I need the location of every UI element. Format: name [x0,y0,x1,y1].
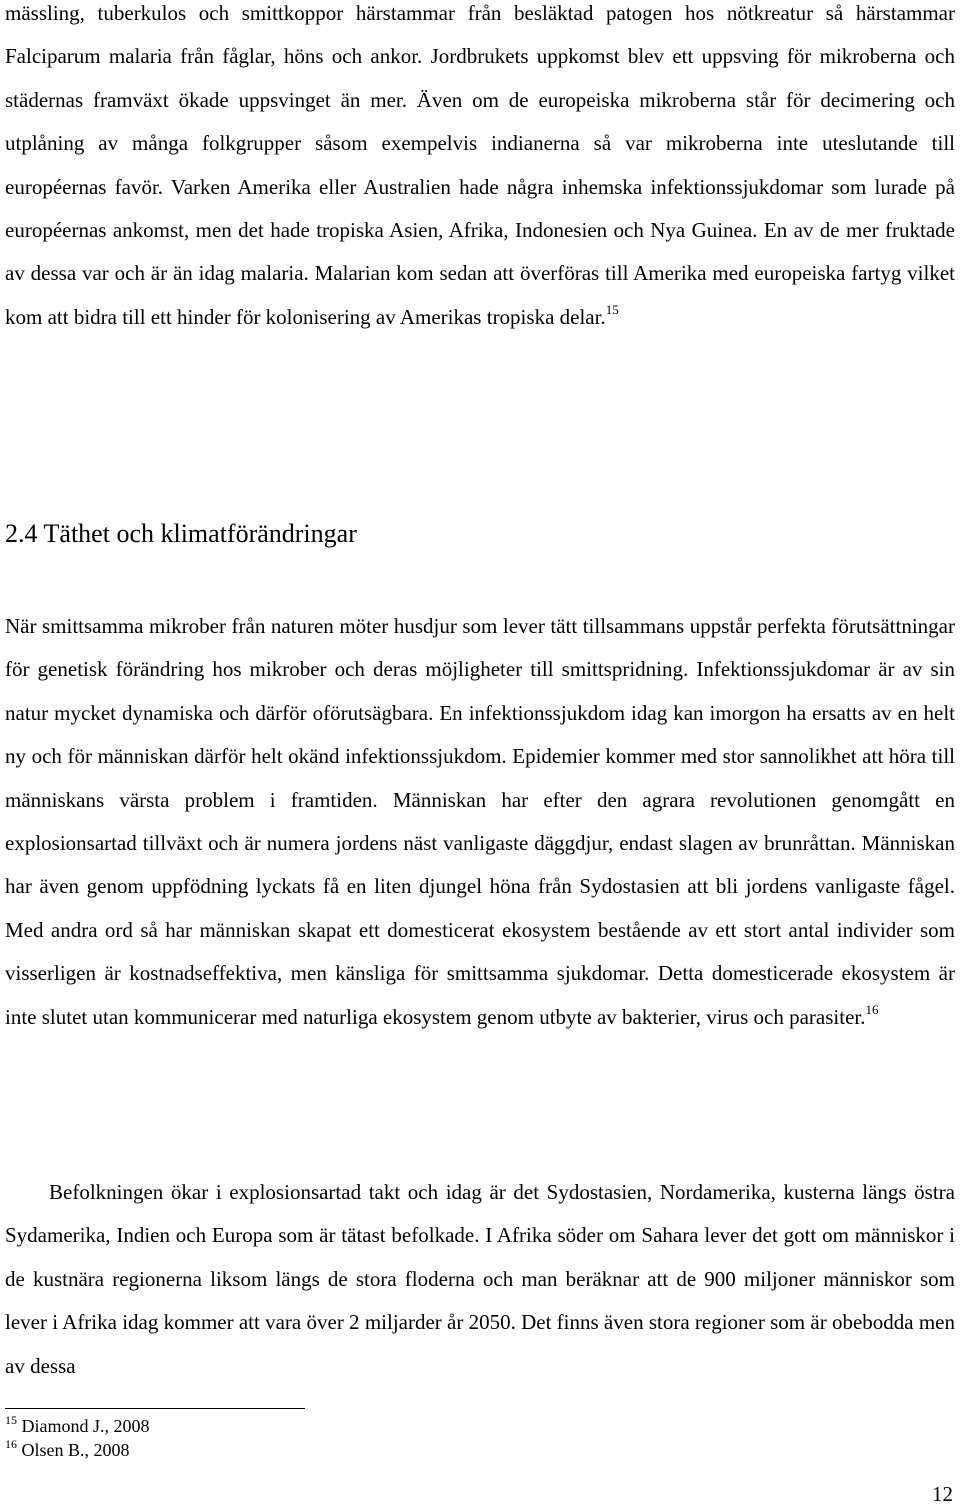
paragraph-text: mässling, tuberkulos och smittkoppor härstammar från besläktad patogen hos nötkreatur så härstammar Falciparum malaria från fåglar, höns och ankor. Jordbrukets uppkomst blev ett uppsving för mikroberna och städernas framväxt ökade uppsvinget än mer. Även om de europeiska mikroberna står för decimering och utplåning av många folkgrupper såsom exempelvis indianerna så var mikroberna inte uteslutande till européernas favör. Varken Amerika eller Australien hade några inhemska infektionssjukdomar som lurade på européernas ankomst, men det hade tropiska Asien, Afrika, Indonesien och Nya Guinea. En av de mer fruktade av dessa var och är än idag malaria. Malarian kom sedan att överföras till Amerika med europeiska fartyg vilket kom att bidra till ett hinder för kolonisering av Amerikas tropiska delar. [5,1,955,329]
paragraph-text: Befolkningen ökar i explosionsartad takt och idag är det Sydostasien, Nordamerika, kusterna längs östra Sydamerika, Indien och Europa som är tätast befolkade. I Afrika söder om Sahara lever det gott om människor i de kustnära regionerna liksom längs de stora floderna och man beräknar att de 900 miljoner människor som lever i Afrika idag kommer att vara över 2 miljarder år 2050. Det finns även stora regioner som är obebodda men av dessa [5,1180,955,1378]
page-number: 12 [932,1482,953,1506]
body-paragraph-3 [5,1171,955,1388]
body-paragraph-1 [5,0,955,339]
footnote-16 [5,1438,605,1462]
footnote-divider [5,1408,305,1409]
section-heading: 2.4 Täthet och klimatförändringar [5,519,357,548]
footnote-text: Diamond J., 2008 [21,1416,150,1436]
footnote-number: 16 [5,1437,17,1451]
footnote-text: Olsen B., 2008 [21,1440,130,1460]
footnote-reference-15: 15 [605,301,619,317]
footnotes [5,1414,605,1462]
footnote-number: 15 [5,1413,17,1427]
body-paragraph-2 [5,605,955,1039]
footnote-15 [5,1414,605,1438]
footnote-reference-16: 16 [865,1001,879,1017]
paragraph-text: När smittsamma mikrober från naturen möter husdjur som lever tätt tillsammans uppstår perfekta förutsättningar för genetisk förändring hos mikrober och deras möjligheter till smittspridning. Infektionssjukdomar är av sin natur mycket dynamiska och därför oförutsägbara. En infektionssjukdom idag kan imorgon ha ersatts av en helt ny och för människan därför helt okänd infektionssjukdom. Epidemier kommer med stor sannolikhet att höra till människans värsta problem i framtiden. Människan har efter den agrara revolutionen genomgått en explosionsartad tillväxt och är numera jordens näst vanligaste däggdjur, endast slagen av brunråttan. Människan har även genom uppfödning lyckats få en liten djungel höna från Sydostasien att bli jordens vanligaste fågel. Med andra ord så har människan skapat ett domesticerat ekosystem bestående av ett stort antal individer som visserligen är kostnadseffektiva, men känsliga för smittsamma sjukdomar. Detta domesticerade ekosystem är inte slutet utan kommunicerar med naturliga ekosystem genom utbyte av bakterier, virus och parasiter. [5,614,955,1029]
